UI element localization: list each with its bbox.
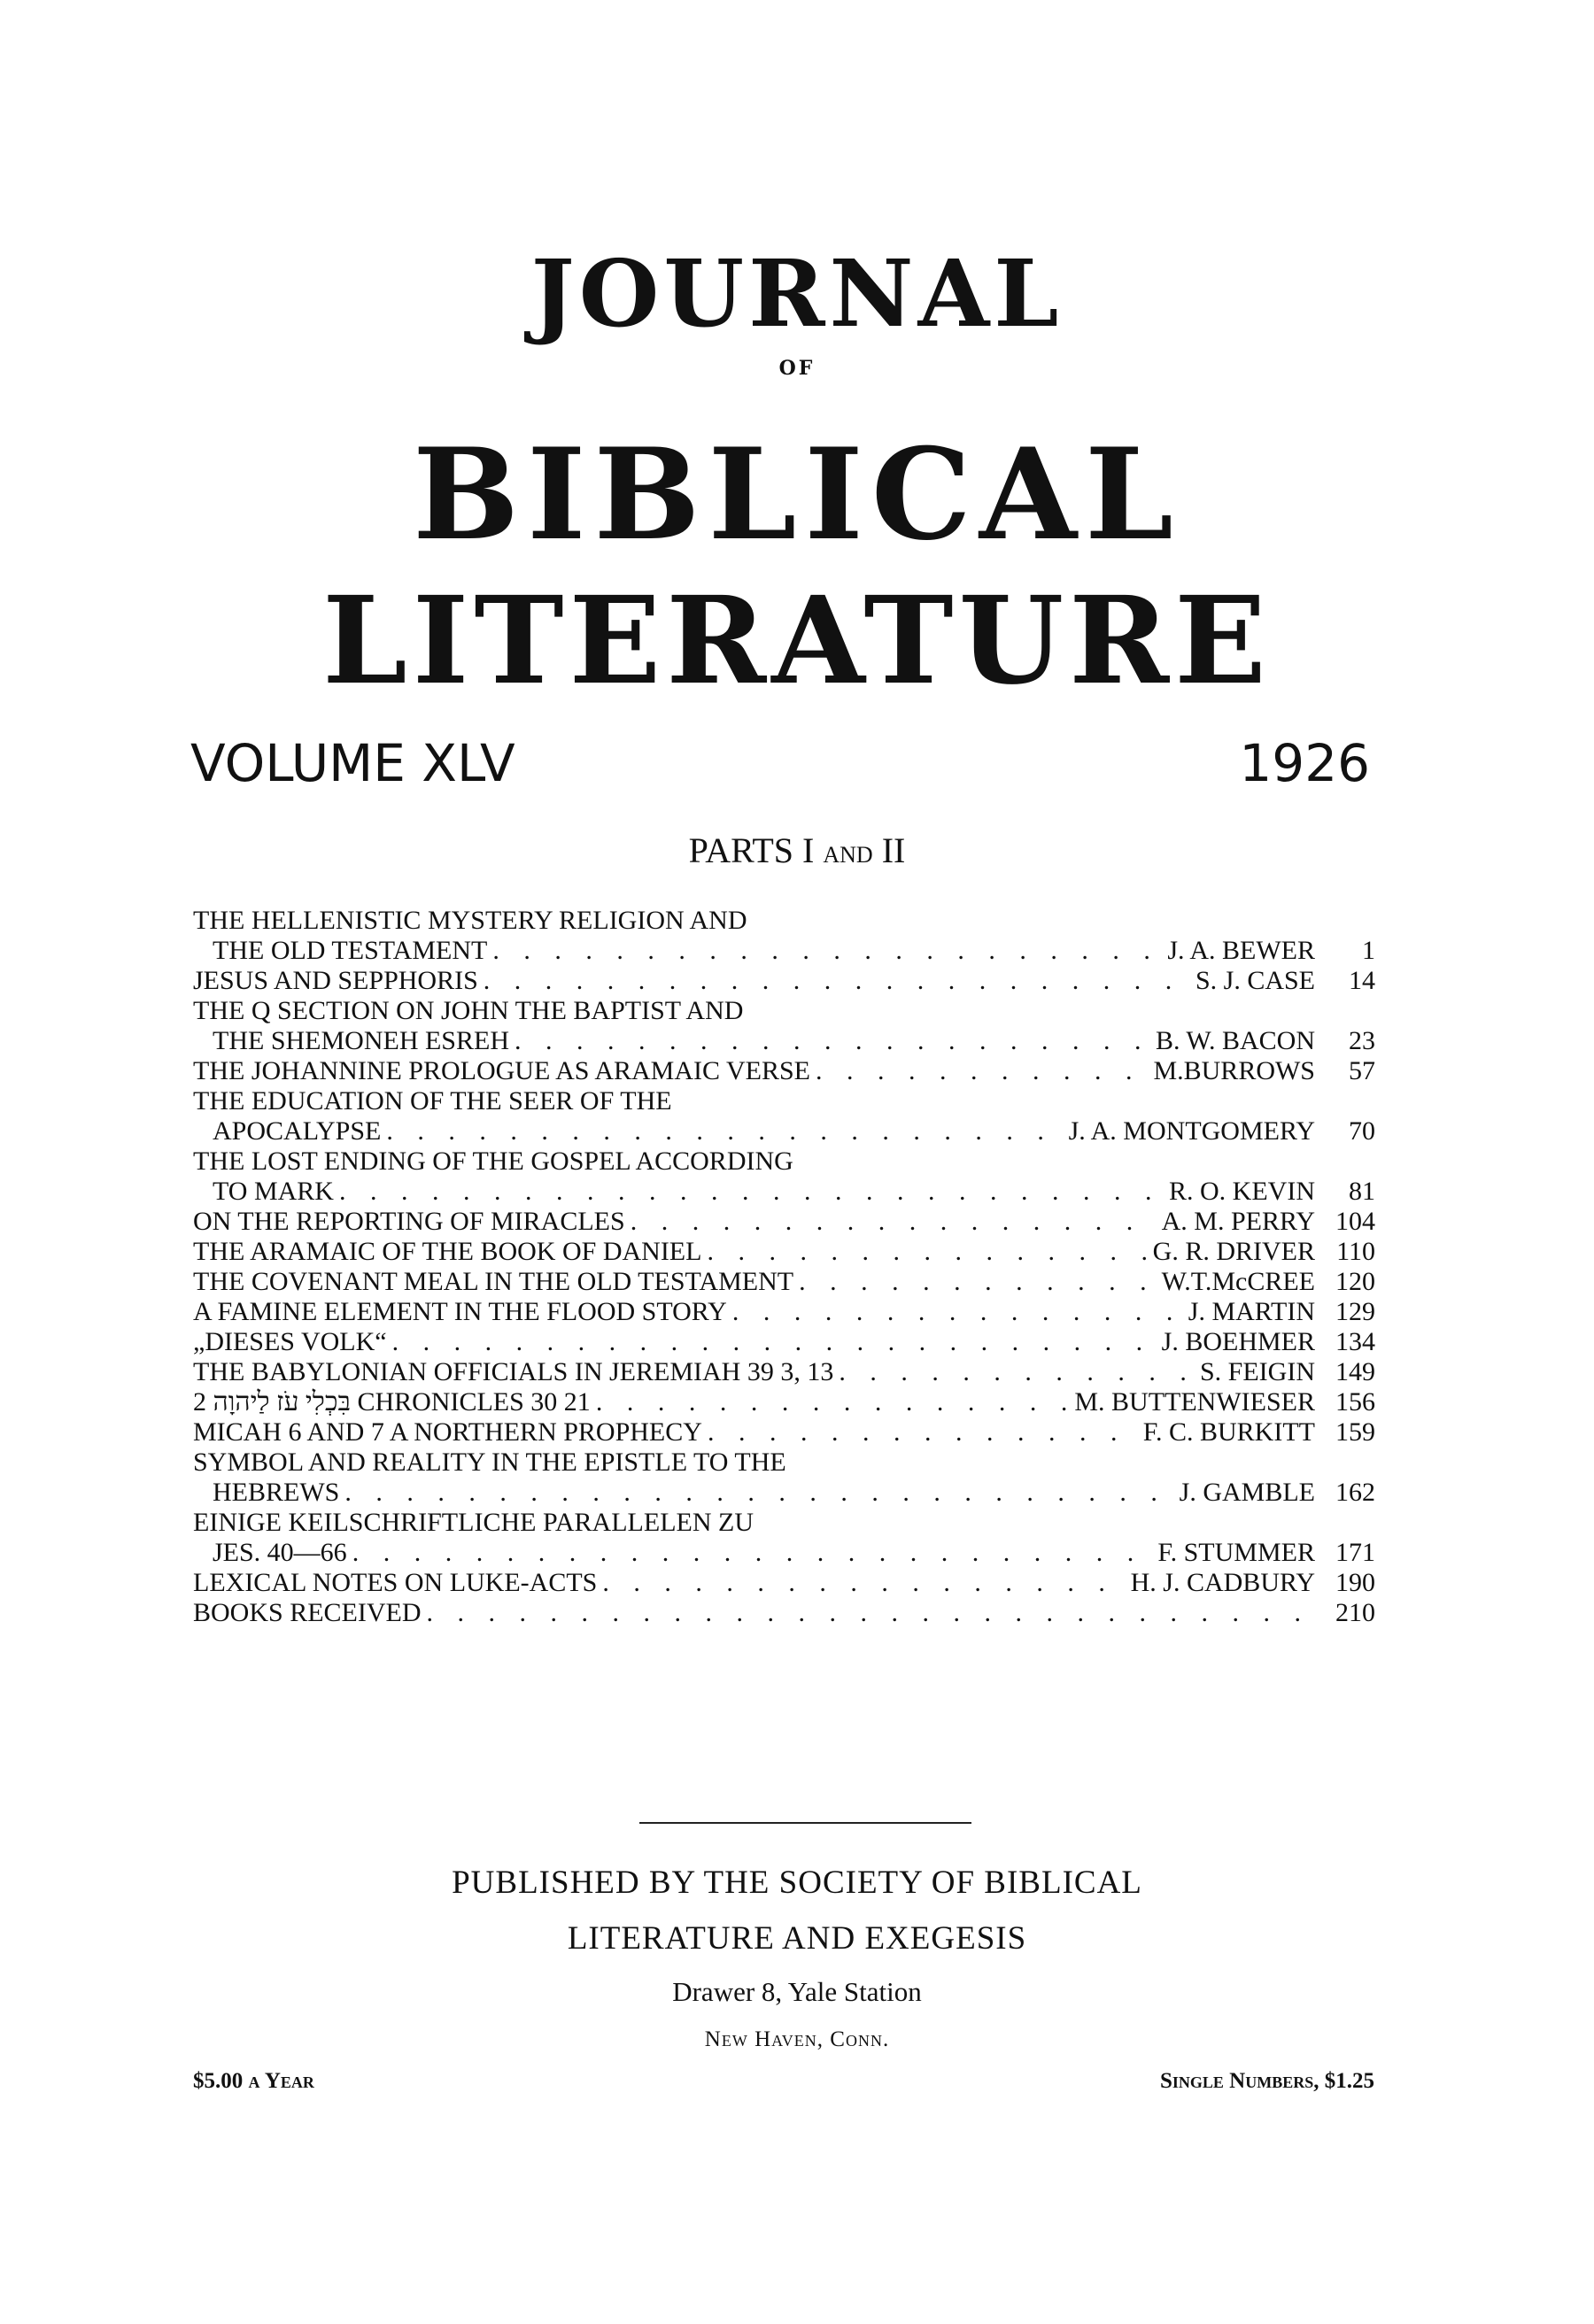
toc-leader-dots [492, 936, 1162, 966]
toc-line [193, 1116, 1375, 1147]
toc-page-number: 171 [1335, 1538, 1375, 1567]
toc-leader-row [193, 1327, 1375, 1357]
toc-leader-row [193, 1357, 1375, 1387]
toc-leader-row [193, 1237, 1375, 1267]
toc-line [193, 1448, 1375, 1478]
toc-line [193, 936, 1375, 966]
toc-entry [193, 1448, 1375, 1508]
toc-leader-dots [732, 1297, 1183, 1327]
masthead-literature: LITERATURE [322, 570, 1272, 712]
toc-title-text: JES. 40—66 [213, 1538, 347, 1567]
table-of-contents [193, 906, 1375, 1628]
toc-title-text: THE HELLENISTIC MYSTERY RELIGION AND [193, 906, 747, 935]
toc-page-number: 129 [1335, 1297, 1375, 1326]
toc-leader-dots [839, 1357, 1195, 1387]
annual-price: $5.00 a Year [193, 2069, 314, 2093]
toc-line [193, 1207, 1375, 1237]
parts-prefix: PARTS I [688, 830, 815, 870]
toc-leader-row [193, 1417, 1375, 1448]
toc-title-text: EINIGE KEILSCHRIFTLICHE PARALLELEN ZU [193, 1508, 754, 1537]
toc-leader-row [193, 1568, 1375, 1598]
toc-entry [193, 906, 1375, 966]
toc-line [193, 996, 1375, 1026]
toc-title-text: THE JOHANNINE PROLOGUE AS ARAMAIC VERSE [193, 1056, 810, 1085]
toc-line [193, 1237, 1375, 1267]
toc-line [193, 1327, 1375, 1357]
publisher-line-1: PUBLISHED BY THE SOCIETY OF BIBLICAL [452, 1865, 1142, 1901]
toc-leader-row [193, 1297, 1375, 1327]
toc-page-number: 1 [1362, 936, 1375, 965]
masthead-journal: JOURNAL [530, 239, 1064, 348]
single-number-price: Single Numbers, $1.25 [1160, 2069, 1374, 2093]
toc-leader-row [193, 1387, 1375, 1417]
toc-title-text: MICAH 6 AND 7 A NORTHERN PROPHECY [193, 1417, 702, 1447]
toc-page-number: 210 [1335, 1598, 1375, 1627]
toc-author: S. FEIGIN [1199, 1357, 1315, 1386]
toc-page-number: 57 [1349, 1056, 1375, 1085]
toc-title-text: THE EDUCATION OF THE SEER OF THE [193, 1086, 672, 1116]
toc-entry [193, 1056, 1375, 1086]
divider-rule [639, 1822, 971, 1824]
toc-author: A. M. PERRY [1161, 1207, 1315, 1236]
toc-page-number: 70 [1349, 1116, 1375, 1146]
toc-page-number: 81 [1349, 1177, 1375, 1206]
toc-line [193, 1598, 1375, 1628]
toc-leader-dots [596, 1387, 1070, 1417]
toc-title-text: בִּכְלִי עֹז לַיהוָה 2 CHRONICLES 30 21 [193, 1387, 591, 1417]
toc-entry [193, 1327, 1375, 1357]
toc-title-text: SYMBOL AND REALITY IN THE EPISTLE TO THE [193, 1448, 786, 1477]
toc-entry [193, 1237, 1375, 1267]
toc-title-text: THE SHEMONEH ESREH [213, 1026, 509, 1055]
toc-leader-row [193, 1056, 1375, 1086]
toc-line [193, 906, 1375, 936]
toc-line [193, 1026, 1375, 1056]
toc-leader-row [193, 1538, 1375, 1568]
toc-page-number: 104 [1335, 1207, 1375, 1236]
toc-author: W.T.McCREE [1161, 1267, 1315, 1296]
parts-suffix: II [881, 830, 906, 870]
toc-line [193, 966, 1375, 996]
toc-page-number: 156 [1335, 1387, 1375, 1417]
toc-title-text: THE Q SECTION ON JOHN THE BAPTIST AND [193, 996, 744, 1025]
toc-leader-row [193, 1116, 1375, 1147]
toc-title-text: THE ARAMAIC OF THE BOOK OF DANIEL [193, 1237, 702, 1266]
toc-leader-row [193, 1026, 1375, 1056]
toc-title-text: „DIESES VOLK“ [193, 1327, 387, 1356]
toc-title-text: THE LOST ENDING OF THE GOSPEL ACCORDING [193, 1147, 793, 1176]
toc-author: S. J. CASE [1195, 966, 1315, 995]
toc-leader-row [193, 936, 1375, 966]
toc-author: J. A. BEWER [1167, 936, 1315, 965]
masthead-of: OF [778, 357, 816, 380]
volume-label: VOLUME XLV [190, 733, 515, 793]
publisher-line-2: LITERATURE AND EXEGESIS [567, 1920, 1027, 1957]
toc-title-text: JESUS AND SEPPHORIS [193, 966, 478, 995]
toc-line [193, 1478, 1375, 1508]
toc-title-text: THE COVENANT MEAL IN THE OLD TESTAMENT [193, 1267, 794, 1296]
toc-entry [193, 1207, 1375, 1237]
toc-entry [193, 1357, 1375, 1387]
toc-page-number: 23 [1349, 1026, 1375, 1055]
toc-page-number: 120 [1335, 1267, 1375, 1296]
toc-author: J. GAMBLE [1179, 1478, 1315, 1507]
toc-entry [193, 996, 1375, 1056]
toc-page-number: 134 [1335, 1327, 1375, 1356]
toc-leader-dots [707, 1237, 1147, 1267]
toc-author: B. W. BACON [1155, 1026, 1315, 1055]
toc-title-text: HEBREWS [213, 1478, 340, 1507]
toc-line [193, 1056, 1375, 1086]
toc-entry [193, 1297, 1375, 1327]
toc-author: F. STUMMER [1157, 1538, 1315, 1567]
toc-author: M.BURROWS [1153, 1056, 1315, 1085]
toc-page-number: 162 [1335, 1478, 1375, 1507]
toc-leader-row [193, 1177, 1375, 1207]
toc-leader-row [193, 1267, 1375, 1297]
toc-entry [193, 1417, 1375, 1448]
toc-title-text: BOOKS RECEIVED [193, 1598, 422, 1627]
toc-leader-row [193, 1478, 1375, 1508]
toc-leader-dots [352, 1538, 1153, 1568]
toc-line [193, 1417, 1375, 1448]
toc-author: F. C. BURKITT [1142, 1417, 1315, 1447]
toc-leader-dots [484, 966, 1190, 996]
toc-page-number: 190 [1335, 1568, 1375, 1597]
toc-author: J. BOEHMER [1161, 1327, 1315, 1356]
toc-entry [193, 1267, 1375, 1297]
toc-line [193, 1508, 1375, 1538]
toc-title-text: LEXICAL NOTES ON LUKE-ACTS [193, 1568, 598, 1597]
toc-title-text: THE OLD TESTAMENT [213, 936, 488, 965]
toc-page-number: 159 [1335, 1417, 1375, 1447]
toc-author: H. J. CADBURY [1130, 1568, 1315, 1597]
volume-row [190, 733, 1370, 797]
toc-leader-dots [631, 1207, 1157, 1237]
toc-line [193, 1086, 1375, 1116]
toc-line [193, 1387, 1375, 1417]
toc-leader-dots [427, 1598, 1310, 1628]
publisher-address: Drawer 8, Yale Station [672, 1976, 922, 2007]
toc-author: J. MARTIN [1188, 1297, 1315, 1326]
toc-leader-dots [799, 1267, 1157, 1297]
toc-leader-dots [708, 1417, 1138, 1448]
toc-line [193, 1147, 1375, 1177]
toc-line [193, 1568, 1375, 1598]
toc-leader-dots [339, 1177, 1164, 1207]
toc-entry [193, 1598, 1375, 1628]
toc-leader-row [193, 966, 1375, 996]
toc-entry [193, 1147, 1375, 1207]
toc-leader-dots [392, 1327, 1157, 1357]
toc-page-number: 14 [1349, 966, 1375, 995]
toc-page-number: 149 [1335, 1357, 1375, 1386]
toc-entry [193, 1086, 1375, 1147]
toc-title-text: ON THE REPORTING OF MIRACLES [193, 1207, 625, 1236]
toc-entry [193, 1387, 1375, 1417]
toc-line [193, 1357, 1375, 1387]
parts-heading [0, 830, 1594, 871]
toc-author: G. R. DRIVER [1152, 1237, 1315, 1266]
toc-leader-dots [344, 1478, 1173, 1508]
masthead-biblical: BIBLICAL [413, 421, 1181, 568]
toc-entry [193, 966, 1375, 996]
toc-leader-dots [602, 1568, 1125, 1598]
toc-leader-dots [515, 1026, 1150, 1056]
toc-title-text: THE BABYLONIAN OFFICIALS IN JEREMIAH 39 3, 13 [193, 1357, 834, 1386]
toc-line [193, 1267, 1375, 1297]
toc-author: J. A. MONTGOMERY [1068, 1116, 1315, 1146]
toc-line [193, 1177, 1375, 1207]
toc-author: R. O. KEVIN [1169, 1177, 1315, 1206]
toc-title-text: APOCALYPSE [213, 1116, 382, 1146]
toc-leader-dots [816, 1056, 1148, 1086]
toc-entry [193, 1508, 1375, 1568]
toc-author: M. BUTTENWIESER [1074, 1387, 1315, 1417]
toc-leader-row [193, 1207, 1375, 1237]
volume-year: 1926 [1239, 733, 1370, 793]
parts-and: AND [823, 842, 873, 868]
publisher-city: New Haven, Conn. [704, 2027, 890, 2051]
toc-page-number: 110 [1336, 1237, 1375, 1266]
toc-title-text: A FAMINE ELEMENT IN THE FLOOD STORY [193, 1297, 727, 1326]
toc-line [193, 1297, 1375, 1327]
toc-leader-dots [386, 1116, 1063, 1147]
toc-title-text: TO MARK [213, 1177, 334, 1206]
toc-leader-row [193, 1598, 1375, 1628]
toc-line [193, 1538, 1375, 1568]
toc-entry [193, 1568, 1375, 1598]
